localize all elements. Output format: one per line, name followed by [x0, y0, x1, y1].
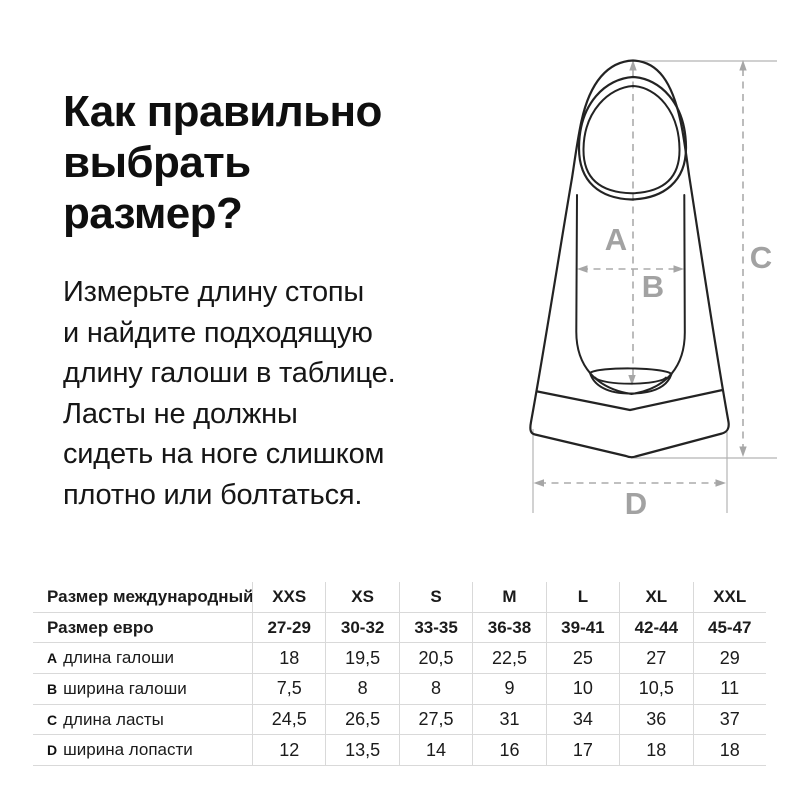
value-cell: 18	[619, 735, 692, 765]
row-letter: C	[47, 711, 58, 728]
size-cell: 33-35	[399, 613, 472, 643]
fin-diagram	[500, 35, 800, 545]
dim-label-c: C	[749, 240, 773, 275]
intro-line: Ласты не должны	[63, 397, 298, 430]
arrow-d-left-icon	[534, 479, 545, 486]
value-cell: 10	[546, 674, 619, 704]
value-cell: 10,5	[619, 674, 692, 704]
value-cell: 19,5	[325, 643, 398, 673]
size-cell: 39-41	[546, 613, 619, 643]
page-title	[63, 86, 382, 239]
value-cell: 17	[546, 735, 619, 765]
intro-line: сидеть на ноге слишком	[63, 438, 385, 470]
value-cell: 18	[252, 643, 325, 673]
value-cell: 27,5	[399, 705, 472, 735]
value-cell: 25	[546, 643, 619, 673]
row-label	[33, 643, 252, 673]
dimension-labels	[605, 222, 772, 521]
row-label-text: ширина лопасти	[63, 740, 193, 760]
row-letter: B	[47, 680, 58, 697]
value-cell: 24,5	[252, 705, 325, 735]
row-label: Размер международный	[47, 586, 254, 606]
size-cell: 36-38	[472, 613, 545, 643]
dim-label-d: D	[624, 486, 648, 521]
size-cell: XS	[325, 582, 398, 612]
size-cell: XXL	[693, 582, 766, 612]
value-cell: 36	[619, 705, 692, 735]
row-letter: D	[47, 742, 58, 759]
value-cell: 8	[399, 674, 472, 704]
dim-label-a: A	[604, 222, 628, 257]
value-cell: 20,5	[399, 643, 472, 673]
arrow-d-right-icon	[716, 479, 727, 486]
foot-pocket-walls	[576, 195, 685, 394]
row-label	[33, 735, 252, 765]
value-cell: 31	[472, 705, 545, 735]
size-cell: 27-29	[252, 613, 325, 643]
value-cell: 37	[693, 705, 766, 735]
page-title-line: выбрать	[63, 138, 251, 187]
value-cell: 22,5	[472, 643, 545, 673]
row-label: Размер евро	[47, 617, 154, 637]
value-cell: 8	[325, 674, 398, 704]
fin-outline	[530, 61, 728, 458]
value-cell: 7,5	[252, 674, 325, 704]
foot-pocket-rim-inner	[583, 86, 679, 193]
row-label-text: длина галоши	[63, 648, 175, 668]
value-cell: 34	[546, 705, 619, 735]
value-cell: 12	[252, 735, 325, 765]
value-cell: 9	[472, 674, 545, 704]
table-row-galosh-length	[33, 643, 766, 674]
table-row-fin-length	[33, 705, 766, 736]
value-cell: 13,5	[325, 735, 398, 765]
row-label	[33, 674, 252, 704]
dim-label-b: B	[641, 269, 665, 304]
intro-line: и найдите подходящую	[63, 316, 373, 349]
intro-line: длину галоши в таблице.	[63, 357, 396, 389]
dimension-arrowheads	[534, 60, 747, 487]
intro-paragraph	[63, 272, 395, 515]
value-cell: 11	[693, 674, 766, 704]
table-row-galosh-width	[33, 674, 766, 705]
arrow-b-right-icon	[674, 265, 685, 272]
arrow-c-down-icon	[739, 447, 746, 458]
page-title-line: Как правильно	[63, 87, 382, 136]
size-cell: L	[546, 582, 619, 612]
row-letter: A	[47, 650, 58, 667]
value-cell: 27	[619, 643, 692, 673]
value-cell: 18	[693, 735, 766, 765]
size-table	[33, 582, 766, 766]
size-cell: XXS	[252, 582, 325, 612]
intro-line: Измерьте длину стопы	[63, 276, 365, 308]
size-cell: 42-44	[619, 613, 692, 643]
size-cell: 45-47	[693, 613, 766, 643]
size-cell: XL	[619, 582, 692, 612]
row-label-text: длина ласты	[63, 709, 164, 729]
value-cell: 14	[399, 735, 472, 765]
table-row-international	[33, 582, 766, 613]
size-cell: 30-32	[325, 613, 398, 643]
fin-silhouette	[530, 61, 728, 458]
arrow-b-left-icon	[577, 265, 588, 272]
value-cell: 29	[693, 643, 766, 673]
intro-line: плотно или болтаться.	[63, 478, 363, 511]
table-row-blade-width	[33, 735, 766, 766]
table-row-euro	[33, 613, 766, 644]
value-cell: 16	[472, 735, 545, 765]
value-cell: 26,5	[325, 705, 398, 735]
size-cell: S	[399, 582, 472, 612]
row-label-text: ширина галоши	[63, 678, 187, 698]
row-label	[33, 705, 252, 735]
size-cell: M	[472, 582, 545, 612]
page-title-line: размер?	[63, 189, 243, 238]
